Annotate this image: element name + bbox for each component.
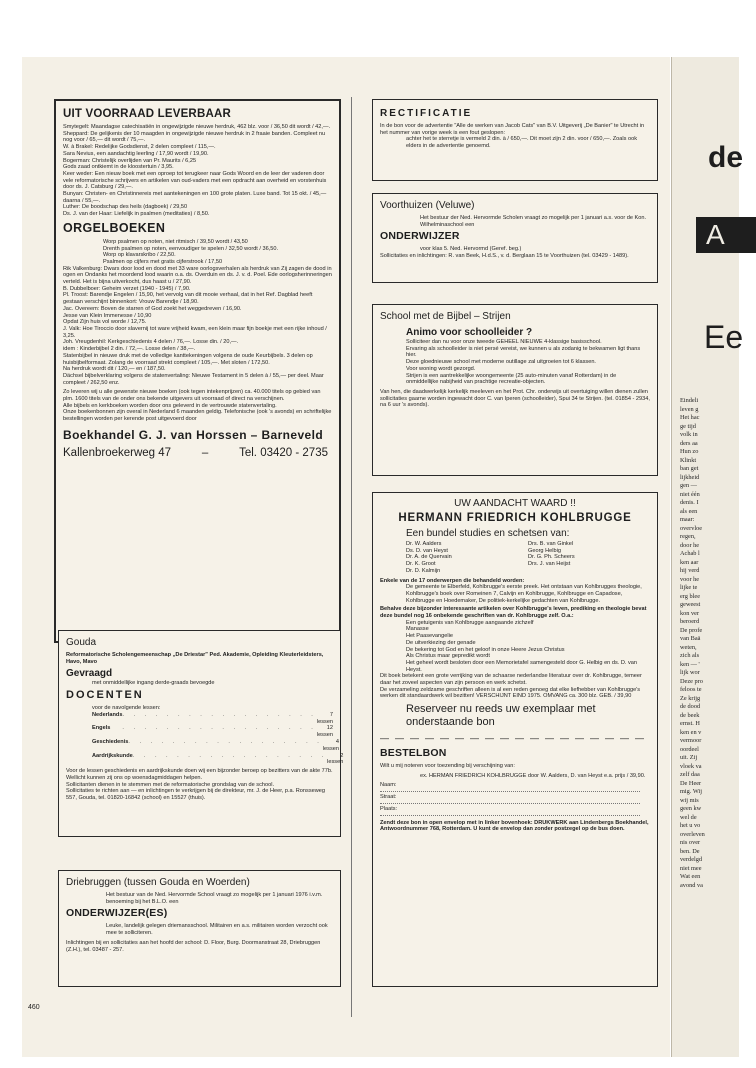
book-entry: Gods zaad ontkiemt in de kloostertuin / 3,95. [63,164,174,171]
subject-hours: 7 lessen [316,711,334,725]
ad-strijen [372,304,658,476]
book-entry: Smytegelt: Maandagse catechisatiën in ongewijzigde nieuwe herdruk, 462 blz. voor / 36,50 dit wordt / 42,—. [63,124,331,130]
subject-row [92,725,333,739]
body-paragraph: Voor woning wordt gezorgd. [406,365,476,372]
fragment-line: de dood [680,703,701,710]
role-details: voor klas 5. Ned. Hervormd (Geref. beg.) [420,246,522,253]
fragment-line: oordeel [680,745,699,753]
fragment-line: ders aa [680,439,698,447]
writing-title: Het Paasevangelie [406,633,453,640]
fragment-heading-de: de [708,141,744,174]
fragment-line: leven g [680,405,699,413]
ad-gouda [58,630,344,837]
fragment-line: regen, [680,533,696,540]
fragment-line: hij verd [680,567,700,574]
place-field[interactable] [380,804,640,816]
ad-driebruggen [58,870,341,987]
fragment-line: Ze krijg [680,694,701,702]
page-number: 460 [28,1004,40,1011]
author-name: Drs. B. van Ginkel [528,541,574,547]
fragment-line: Het hac [680,414,700,421]
ad-city: Gouda [66,637,97,648]
fragment-line: Wat een [680,873,701,880]
subject-row [92,739,339,753]
fragment-line: lijk wor [680,669,700,676]
author-name: Georg Helbig [528,547,561,554]
fragment-text [680,397,750,890]
fragment-line: voor he [680,575,700,583]
fragment-line: ban get [680,465,699,472]
bundle-heading: Een bundel studies en schetsen van: [406,528,570,539]
book-entry: J. Valk: Hoe Tiroccio door slavernij tot ware vrijheid kwam, een klein maar fijn boekje met een rijke inhoud / 3,25. [63,325,327,339]
book-entry: Joh. Vreugdenhil: Kerkgeschiedenis 4 delen / 76,—. Losse din. / 20,—. [63,339,239,346]
fragment-banner-letter: A [706,219,725,250]
fragment-line: erg blee [680,592,700,600]
authors-left [406,541,528,575]
fragment-line: geweest [680,601,701,608]
leader-dots: . . . . . . . . . . . . . . . . . . [128,739,323,745]
fragment-line: niet één [680,490,700,498]
fragment-line: van Baä [680,635,701,642]
writing-title: Het geheel wordt besloten door een Memorietafel samengesteld door G. Helbig en ds. D. van Heyst. [406,659,638,673]
fragment-line: nis over [680,839,701,846]
fragment-line: feloos te [680,686,702,693]
author-name: Dr. D. Kalmijn [406,567,441,574]
street-label: Straat: [380,793,397,800]
adjacent-page [671,57,744,1057]
fragment-line: door he [680,541,700,549]
book-author-name: HERMANN FRIEDRICH KOHLBRUGGE [398,512,632,524]
fragment-line: ken — ' [680,660,700,668]
role-heading: ONDERWIJZER(ES) [66,907,168,920]
ad-title: Driebruggen (tussen Gouda en Woerden) [66,877,250,888]
subject-name: Nederlands [92,711,123,718]
column-rule [351,97,352,1017]
fragment-line: maar: [680,516,695,523]
body-paragraph: Strijen is een aantrekkelijke woongemeente (25 auto-minuten vanaf Rotterdam) in de onmiddellijke nabijheid van prachtige recreatie-objecten. [406,372,617,386]
ad-rectificatie [372,99,658,181]
body-paragraph: Sollicitanten dienen in te stemmen met de reformatorische grondslag van de school. [66,781,275,788]
behalve-text: Behalve deze bijzonder interessante artikelen over Kohlbrugge's leven, prediking en theologie bevat deze bundel nog 16 onbekende geschriften van dr. Kohlbrugge zelf. O.a.: [380,606,647,620]
fragment-line: vloek va [680,762,702,770]
subject-row [92,752,344,767]
book-entry: Na herdruk wordt dit / 120,— en / 187,50. [63,366,166,373]
closing-paragraph: Alle bijbels en kerkboeken worden door ons geleverd in de vertrouwde statenvertaling. [63,402,277,409]
role-details: Leuke, landelijk gelegen driemansschool. Militairen en a.s. militairen worden verzocht ook mee te solliciteren. [106,923,328,937]
writing-title: De uitverkiezing der genade [406,639,476,646]
cut-line: —————————————————— [380,733,650,744]
ad-intro: Het bestuur van de Ned. Hervormde School vraagt zo mogelijk per 1 januari 1976 i.v.m. benoeming bij het B.L.O. een [106,892,323,905]
shop-tel: Tel. 03420 - 2735 [239,446,328,459]
book-entry: Statenbijbel in nieuwe druk met de volledige kanttekeningen volgens de oude Keurbijbels. 3 delen op huisbijbelformaat. Zolang de voorraad strekt compleet / 105,—. Met sloten / 172,50. [63,352,313,366]
writing-title: Als Christus maar gepredikt wordt [406,653,490,660]
fragment-line: vermoor [680,737,702,744]
author-name: Dr. G. Ph. Scheers [528,554,575,561]
author-name: Dr. W. Aalders [406,541,442,547]
book-entry: Sara Nevius, een aandachtig leerling / 17,90 wordt / 19,90. [63,150,209,157]
book-entry: Dächsel bijbelverklaring volgens de statenvertaling: Nieuwe Testament in 5 delen à / 55,— per deel. Maar compleet / 262,50 enz. [63,372,324,386]
name-label: Naam: [380,781,397,788]
author-name: Ds. D. van Heyst [406,547,448,554]
fragment-line: denis. I [680,499,699,506]
gevraagd-heading: Gevraagd [66,668,113,680]
leader-dots: . . . . . . . . . . . . . . . . . . [122,711,317,718]
headline: Animo voor schoolleider ? [406,327,533,338]
subject-name: Aardrijkskunde [92,752,133,759]
fragment-line: zich als [680,652,700,659]
strijen-body [380,339,650,386]
book-entry: Keer weder: Een nieuw boek met een oproep tot terugkeer naar Gods Woord en de leer der vaderen door vele reformatorische schrijvers en artikelen van oud-vaders met een opdracht aan overheid en vorstenhuis door ds. J. Catsburg / 29,—. [63,170,327,191]
fragment-line: uit. Zij [680,754,698,761]
fragment-line: Achab l [680,550,700,557]
fragment-line: het u vo [680,822,701,829]
authors-right [528,541,650,575]
author-name: Dr. K. Groot [406,561,436,568]
ad-kohlbrugge [372,492,658,987]
fragment-line: wij mis [680,796,699,804]
fragment-line: mig. Wij [680,788,703,795]
closing-paragraph: Onze boekenbonnen zijn overal in Nederland 6 maanden geldig. Telefonische (ook 's avonds) en schriftelijke bestellingen worden per kerende post uitgevoerd door [63,409,332,423]
body-paragraph: Voor de lessen geschiedenis en aardrijkskunde doen wij een bijzonder beroep op bezitters van de akte 77b. Wellicht kunnen zij ons op woensdagmiddagen helpen. [66,768,333,781]
bestelbon-title: BESTELBON [380,747,447,760]
subject-hours: 12 lessen [316,725,333,739]
ad-title: Voorthuizen (Veluwe) [380,200,475,211]
subject-row [92,712,333,726]
authors-columns [380,541,650,575]
fragment-line: ken en v [680,728,702,736]
fragment-line: zelf daa [680,771,700,778]
fragment-line: kon ver [680,609,700,617]
organ-book-entry: Worp psalmen op noten, niet ritmisch / 39,50 wordt / 43,50 [103,238,248,245]
topics-heading: Enkele van de 17 onderwerpen die behandeld worden: [380,577,525,584]
book-list-2 [63,266,332,387]
fragment-line: ken aar [680,558,699,566]
ad-info: Sollicitaties en inlichtingen: R. van Beek, H.d.S., v. d. Berglaan 15 te Voorthuizen (tel. 03429 - 1489). [380,253,629,260]
ad-info: Van hen, die daadwerkelijk kerkelijk meeleven en het Prot. Chr. onderwijs uit overtuiging willen dienen zullen sollicitaties gaarne worden ingewacht door C. van Iperen (schoolleider), Spui 34 te Strijen. (tel. 01854 - 2934, na 6 uur 's avonds). [380,388,650,409]
bestelbon-footer: Zendt deze bon in open envelop met in linker bovenhoek: DRUKWERK aan Lindenbergs Boekhandel, Antwoordnummer 768, Rotterdam. U kunt de envelop dan zonder postzegel op de bus doen. [380,819,649,833]
fragment-heading-ee: Ee [704,319,744,355]
rectificatie-text2: achter het te sterretje is vermeld 2 din. à / 650,—. Dit moet zijn 2 din. voor / 650,—. Zoals ook elders in de advertentie genoemd. [406,136,638,150]
fragment-line: gen — [680,482,697,489]
book-entry: Luther: De boodschap des heils (dagboek) / 29,50 [63,204,188,211]
closing-text [63,389,332,423]
fragment-line: verdelgd [680,856,703,863]
school-name: Reformatorische Scholengemeenschap „De Driestar" Ped. Akademie, Opleiding Kleuterleidsters, Havo, Mavo [66,652,324,665]
body-paragraph: Deze gloednieuwe school met moderne outillage zal uitgroeien tot 6 klassen. [406,359,596,366]
fragment-line: overvloe [680,524,703,532]
gevraagd-sub: met onmiddellijke ingang derde-graads bevoegde [92,680,215,687]
subject-hours: 2 lessen [327,752,344,766]
fragment-line: ben. De [680,847,700,855]
organ-book-entry: Drenth psalmen op noten, eenvoudiger te spelen / 32,50 wordt / 36,50. [103,245,279,252]
fragment-line: lijke te [680,584,698,591]
role-heading: ONDERWIJZER [380,230,460,243]
ad-title: UIT VOORRAAD LEVERBAAR [63,108,231,120]
book-entry: B. Dubbelboer: Geheim verzet (1940 - 1945) / 7,90. [63,285,191,292]
fragment-line: avond va [680,881,703,889]
book-description-2: De verzameling zeldzame geschriften alleen is al een reden genoeg dat elke liefhebber van Kohlbrugge's werken dit standaardwerk wil bezitten! VERSCHIJNT EIND 1975. OMVANG ca. 300 blz. GEB. / 39,90 [380,686,641,700]
ad-intro: Het bestuur der Ned. Hervormde Scholen vraagt zo mogelijk per 1 januari a.s. voor de Kon. Wilhelminaschool een [420,215,647,228]
fragment-line: overleven [680,830,705,838]
name-field[interactable] [380,780,640,792]
fragment-line: Hun zo [680,448,699,455]
author-name: Drs. J. van Heijst [528,561,571,568]
bestelbon-item: ex. HERMAN FRIEDRICH KOHLBRUGGE door W. Aalders, D. van Heyst e.a. prijs / 39,90. [420,772,646,779]
fragment-line: lijkheid [680,473,700,481]
ad-info: Inlichtingen bij en sollicitaties aan het hoofd der school: D. Floor, Burg. Doormanstraat 28, Driebruggen (Z.H.), tel. 03487 - 257. [66,939,321,953]
fragment-line: De Heer [680,779,702,787]
fragment-line: wel de [680,813,697,821]
book-entry: Bunyan: Christen- en Christinnereis met aantekeningen en 100 grote platen. Luxe band. Tot 15 okt. / 45,— daarna / 55,—. [63,191,327,204]
reserve-call: Reserveer nu reeds uw exemplaar met onderstaande bon [406,703,596,729]
fragment-banner [696,217,756,253]
attention-line: UW AANDACHT WAARD !! [454,498,576,509]
docenten-heading: DOCENTEN [66,689,144,702]
street-field[interactable] [380,792,640,804]
subject-list [66,711,344,766]
leader-dots: . . . . . . . . . . . . . . . . . . [132,752,328,759]
ad-voorthuizen [372,193,658,283]
topics-text: De gemeente te Elberfeld, Kohlbrugge's eerste preek. Het ontstaan van Kohlbrugges theologie, Kohlbrugge's boek over Romeinen 7, Calvijn en Kohlbrugge, Kohlbrugge en Capadose, Kohlbrugge en Hoedemaker, De politiek-kerkelijke gedachten van Kohlbrugge. [406,584,642,604]
fragment-line: ernst. H [680,720,700,727]
fragment-line: de beek [680,711,700,719]
body-paragraph: Solliciteer dan nu voor onze tweede GEHEEL NIEUWE 4-klassige basisschool. [406,339,602,345]
bestelbon-intro: Wilt u mij noteren voor toezending bij verschijning van: [380,763,515,770]
book-entry: W. à Brakel: Redelijke Godsdienst, 2 delen compleet / 115,—. [63,144,216,151]
shop-address: Kallenbroekerweg 47 [63,446,172,459]
fragment-line: geen kw [680,805,702,812]
fragment-line: Deze pro [680,677,703,685]
dash-separator: – [201,446,209,459]
book-entry: Jac. Overeem: Boven de starren of God zoekt het weggedreven / 16,90. [63,305,242,312]
subject-name: Engels [92,725,111,732]
writings-list [380,620,650,674]
fragment-line: weten, [680,643,697,651]
organ-book-list [63,239,332,266]
fragment-line: volk in [680,431,698,438]
place-label: Plaats: [380,805,398,812]
writing-title: Manasse [406,626,429,633]
body-paragraph: Ervaring als schoolleider is niet persé vereist, we kunnen u als zodanig te bekwamen ligt thans hier. [406,345,641,359]
ad-title: School met de Bijbel – Strijen [380,311,511,322]
book-entry: Sheppard: De gelijkenis der 10 maagden in ongewijzigde nieuwe herdruk in 2 fraaie banden. Compleet nu nog voor / 65,— dit wordt / 75,—. [63,130,326,144]
fragment-line: als een [680,507,698,515]
organ-book-entry: Psalmen op cijfers met gratis cijferstrook / 17,50 [103,258,223,265]
rectificatie-text: In de bon voor de advertentie "Alle de werken van Jacob Cats" van B.V. Uitgeverij „De Banier" te Utrecht in het nummer van vorige week is een fout geslopen: [380,123,645,136]
writing-title: De bekering tot God en het geloof in onze Heere Jezus Christus [406,646,565,653]
book-entry: Ds. J. van der Haar: Liefelijk in psalmen (meditaties) / 8,50. [63,211,210,218]
fragment-line: beroerd [680,618,700,625]
book-entry: idem : Kinderbijbel 2 din. / 72,—. Losse delen / 38,—. [63,346,196,353]
book-entry: Bogerman: Christelijk overlijden van Pr. Maurits / 6,25 [63,157,197,164]
fragment-line: Klinkt [680,456,697,464]
subject-hours: 4 lessen [322,739,339,752]
writing-title: Een getuigenis van Kohlbrugge aangaande zichzelf [406,619,534,626]
lessons-intro: voor de navolgende lessen: [92,705,161,712]
author-name: Dr. A. de Quervain [406,554,452,561]
book-entry: Rik Valkenburg: Dwars door lood en dood met 33 ware oorlogsverhalen als herdruk van Zij zagen de dood in ogen en Ondanks het moordend lood waarin o.a. ds. Overduin en ds. J. v. d. Poel. Ede oorlogsherinneringen verteld. Het is bijna uitverkocht, dus haast u / 27,90. [63,265,332,286]
book-description: Dit boek betekent een grote verrijking van de schaarse nederlandse literatuur over dr. Kohlbrugge, temeer daar het zoveel aspecten van zijn persoon en werk schetst. [380,673,642,687]
book-entry: Opdat Zijn huis vol worde / 12,75. [63,319,147,326]
closing-paragraph: Zo leveren wij u alle gewenste nieuwe boeken (ook tegen intekenprijzen) ca. 40.000 titels op gebied van plm. 1600 titels van de onder ons bekende uitgevers uit voorraad of direct na verschijnen. [63,389,321,403]
gouda-body [66,768,333,802]
shop-address-line [63,446,332,460]
fragment-line: niet mee [680,864,702,872]
organ-book-entry: Worp op klavarskribo / 22,50. [103,252,176,259]
leader-dots: . . . . . . . . . . . . . . . . . . [122,725,317,732]
fragment-line: Eindeli [680,397,699,404]
body-paragraph: Sollicitaties te richten aan — en inlichtingen te verkrijgen bij de direkteur, mr. J. de Heer, p.a. Ronsseweg 557, Gouda, tel. 01820-16842 (school) en 15527 (thuis). [66,788,325,801]
subject-name: Geschiedenis [92,739,129,745]
fragment-line: De profe [680,626,703,634]
book-entry: Pl. Troost: Barendje Engelen / 15,90, het vervolg van dit mooie verhaal, dat in het Ref. Dagblad heeft gestaan verschijnt binnenkort: Vrouw Barendje / 18,90. [63,292,313,306]
shop-name: Boekhandel G. J. van Horssen – Barneveld [63,427,324,442]
section-title: ORGELBOEKEN [63,220,166,235]
ad-uit-voorraad [54,99,341,643]
fragment-line: ge tijd [680,422,696,430]
book-entry: Jesse van Klein Immenesse / 10,90 [63,312,152,319]
book-list [63,124,332,218]
ad-title: RECTIFICATIE [380,108,473,119]
